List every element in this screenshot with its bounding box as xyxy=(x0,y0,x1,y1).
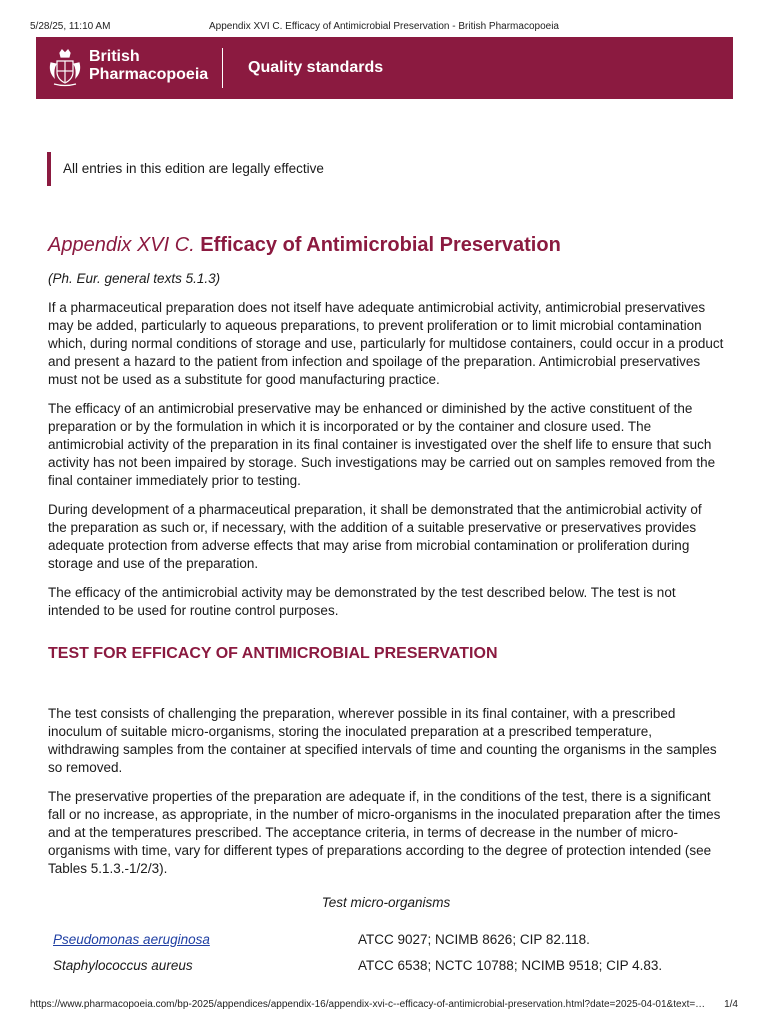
test-paragraph: The test consists of challenging the preparation, wherever possible in its final container, with a prescribed inoculum of suitable micro-organisms, storing the inoculated preparation at a prescribed temperature, withdrawing samples from the container at specified intervals of time and counting the organisms in the samples so removed. xyxy=(48,706,717,775)
intro-paragraph: The efficacy of an antimicrobial preservative may be enhanced or diminished by the active constituent of the preparation or by the formulation in which it is incorporated or by the container and closure used. The antimicrobial activity of the preparation in its final container is investigated over the shelf life to ensure that such activity has not been impaired by storage. Such investigations may be carried out on samples removed from the final container immediately prior to testing. xyxy=(48,401,716,488)
organism-strains: ATCC 6538; NCTC 10788; NCIMB 9518; CIP 4.83. xyxy=(358,957,663,973)
organism-link[interactable]: Pseudomonas aeruginosa xyxy=(53,931,210,947)
print-datetime: 5/28/25, 11:10 AM xyxy=(30,21,111,32)
organism-name xyxy=(48,926,353,952)
table-row xyxy=(48,952,668,978)
micro-organisms-table xyxy=(48,926,668,978)
test-paragraph: The preservative properties of the preparation are adequate if, in the conditions of the test, there is a significant fall or no increase, as appropriate, in the number of micro-organisms in the inoculated preparation after the times and at the temperatures prescribed. The acceptance criteria, in terms of decrease in the number of micro-organisms with time, vary for different types of preparations according to the degree of protection intended (see Tables 5.1.3.-1/2/3). xyxy=(48,789,721,876)
table-caption: Test micro-organisms xyxy=(321,895,451,910)
banner-divider xyxy=(222,48,223,88)
print-url: https://www.pharmacopoeia.com/bp-2025/appendices/appendix-16/appendix-xvi-c--efficacy-of-antimicrobial-preservation.html?date=2025-04-01&text=… xyxy=(30,999,706,1010)
section-heading: TEST FOR EFFICACY OF ANTIMICROBIAL PRESERVATION xyxy=(48,645,498,662)
organism-name: Staphylococcus aureus xyxy=(53,957,193,973)
page-title xyxy=(48,233,724,257)
brand-line-2: Pharmacopoeia xyxy=(89,66,209,83)
brand-line-1: British xyxy=(89,48,140,65)
table-row xyxy=(48,926,668,952)
royal-crest-icon[interactable] xyxy=(48,49,82,87)
intro-paragraph: The efficacy of the antimicrobial activity may be demonstrated by the test described below. The test is not intended to be used for routine control purposes. xyxy=(48,585,676,618)
intro-paragraph: If a pharmaceutical preparation does not itself have adequate antimicrobial activity, antimicrobial preservatives may be added, particularly to aqueous preparations, to prevent proliferation or to limit microbial contamination which, during normal conditions of storage and use, particularly for multidose containers, could occur in a product and present a hazard to the patient from infection and spoilage of the preparation. Antimicrobial preservatives must not be used as a substitute for good manufacturing practice. xyxy=(48,300,724,387)
intro-paragraph: During development of a pharmaceutical preparation, it shall be demonstrated that the antimicrobial activity of the preparation as such or, if necessary, with the addition of a suitable preservative or preservatives provides adequate protection from adverse effects that may arise from microbial contamination or proliferation during storage and use of the preparation. xyxy=(48,502,702,571)
organism-strains: ATCC 9027; NCIMB 8626; CIP 82.118. xyxy=(358,931,590,947)
quality-standards-link[interactable]: Quality standards xyxy=(248,59,384,76)
page-title-main: Efficacy of Antimicrobial Preservation xyxy=(194,234,561,256)
print-page-title: Appendix XVI C. Efficacy of Antimicrobial Preservation - British Pharmacopoeia xyxy=(209,21,559,32)
edition-notice: All entries in this edition are legally effective xyxy=(47,152,663,186)
print-header xyxy=(0,0,768,36)
brand-logo[interactable] xyxy=(89,48,208,84)
ph-eur-reference: (Ph. Eur. general texts 5.1.3) xyxy=(48,271,221,286)
site-banner xyxy=(36,37,733,99)
page-title-prefix: Appendix XVI C. xyxy=(48,234,195,256)
article-content xyxy=(48,233,724,978)
page-number: 1/4 xyxy=(724,999,738,1010)
